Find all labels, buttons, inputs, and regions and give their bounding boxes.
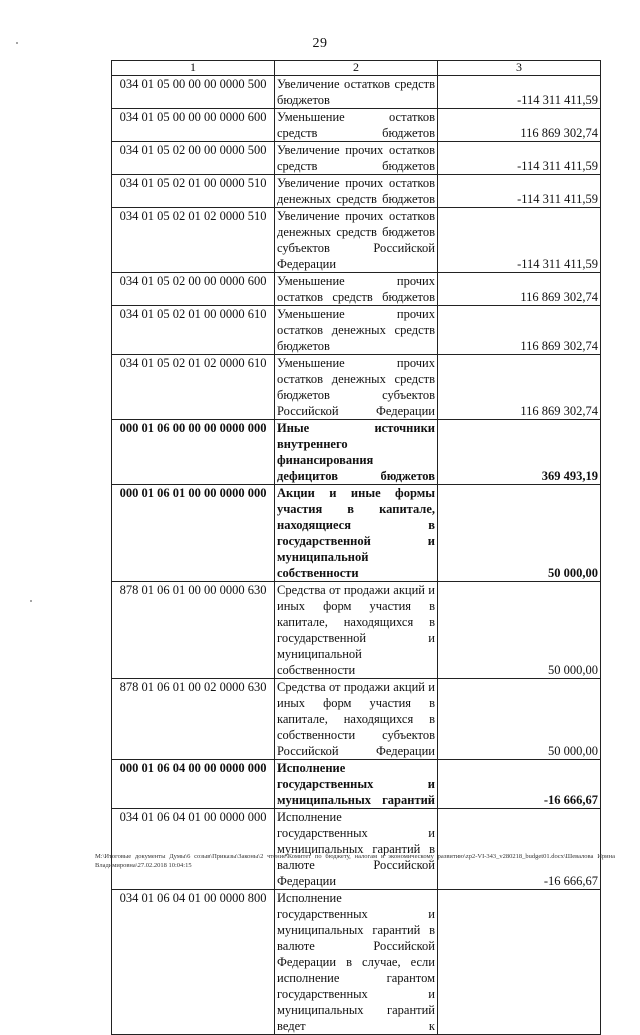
amount-cell: -114 311 411,59 xyxy=(438,76,601,109)
table-row xyxy=(112,420,601,485)
amount-cell: 50 000,00 xyxy=(438,485,601,582)
scan-speck xyxy=(16,42,18,44)
budget-code-cell: 034 01 05 02 00 00 0000 500 xyxy=(112,142,275,175)
table-row xyxy=(112,306,601,355)
amount-cell: 116 869 302,74 xyxy=(438,306,601,355)
table-row xyxy=(112,109,601,142)
amount-cell: -114 311 411,59 xyxy=(438,175,601,208)
table-row xyxy=(112,679,601,760)
source-name-cell: Исполнение государственных и муниципальных гарантий в валюте Российской Федерации xyxy=(275,809,438,890)
page-number: 29 xyxy=(312,36,328,51)
amount-cell: -114 311 411,59 xyxy=(438,142,601,175)
budget-code-cell: 034 01 05 02 00 00 0000 600 xyxy=(112,273,275,306)
amount-cell: -16 666,67 xyxy=(438,809,601,890)
budget-code-cell: 034 01 06 04 01 00 0000 000 xyxy=(112,809,275,890)
source-name-cell: Акции и иные формы участия в капитале, находящиеся в государственной и муниципальной собственности xyxy=(275,485,438,582)
table-row xyxy=(112,890,601,1035)
budget-code-cell: 034 01 05 00 00 00 0000 500 xyxy=(112,76,275,109)
table-row xyxy=(112,760,601,809)
table-row xyxy=(112,175,601,208)
table-row xyxy=(112,208,601,273)
source-name-cell: Уменьшение остатков средств бюджетов xyxy=(275,109,438,142)
amount-cell: 369 493,19 xyxy=(438,420,601,485)
table-row xyxy=(112,355,601,420)
table-row xyxy=(112,76,601,109)
budget-code-cell: 000 01 06 04 00 00 0000 000 xyxy=(112,760,275,809)
budget-code-cell: 034 01 05 02 01 02 0000 610 xyxy=(112,355,275,420)
amount-cell: 116 869 302,74 xyxy=(438,355,601,420)
budget-code-cell: 878 01 06 01 00 00 0000 630 xyxy=(112,582,275,679)
amount-cell xyxy=(438,890,601,1035)
source-name-cell: Исполнение государственных и муниципальных гарантий xyxy=(275,760,438,809)
budget-code-cell: 878 01 06 01 00 02 0000 630 xyxy=(112,679,275,760)
source-name-cell: Уменьшение прочих остатков средств бюджетов xyxy=(275,273,438,306)
amount-cell: 50 000,00 xyxy=(438,582,601,679)
amount-cell: 116 869 302,74 xyxy=(438,109,601,142)
table-header-row xyxy=(112,61,601,76)
source-name-cell: Средства от продажи акций и иных форм участия в капитале, находящихся в собственности субъектов Российской Федерации xyxy=(275,679,438,760)
source-name-cell: Средства от продажи акций и иных форм участия в капитале, находящихся в государственной и муниципальной собственности xyxy=(275,582,438,679)
column-header-3: 3 xyxy=(438,61,601,76)
source-name-cell: Иные источники внутреннего финансирования дефицитов бюджетов xyxy=(275,420,438,485)
source-name-cell: Увеличение остатков средств бюджетов xyxy=(275,76,438,109)
table-row xyxy=(112,485,601,582)
source-name-cell: Увеличение прочих остатков денежных средств бюджетов субъектов Российской Федерации xyxy=(275,208,438,273)
table-row xyxy=(112,142,601,175)
amount-cell: -114 311 411,59 xyxy=(438,208,601,273)
budget-code-cell: 000 01 06 00 00 00 0000 000 xyxy=(112,420,275,485)
document-footer-path: M:\Итоговые документы Думы\6 созыв\Приказы\Законы\2 чтение\Комитет по бюджету, налогам и экономическому развитию\zp2-VI-343_v280218_budget01.docx\Шевалова Ирина Владимировна\27.02.2018 10:04:15 xyxy=(95,853,615,869)
table-row xyxy=(112,273,601,306)
budget-code-cell: 034 01 05 02 01 00 0000 510 xyxy=(112,175,275,208)
table-row xyxy=(112,582,601,679)
source-name-cell: Увеличение прочих остатков денежных средств бюджетов xyxy=(275,175,438,208)
budget-code-cell: 034 01 06 04 01 00 0000 800 xyxy=(112,890,275,1035)
source-name-cell: Уменьшение прочих остатков денежных средств бюджетов субъектов Российской Федерации xyxy=(275,355,438,420)
budget-sources-table xyxy=(111,60,601,1035)
scan-speck xyxy=(30,600,32,602)
source-name-cell: Увеличение прочих остатков средств бюджетов xyxy=(275,142,438,175)
budget-code-cell: 034 01 05 02 01 02 0000 510 xyxy=(112,208,275,273)
source-name-cell: Исполнение государственных и муниципальных гарантий в валюте Российской Федерации в случае, если исполнение гарантом государственных и муниципальных гарантий ведет к xyxy=(275,890,438,1035)
amount-cell: 50 000,00 xyxy=(438,679,601,760)
budget-code-cell: 034 01 05 00 00 00 0000 600 xyxy=(112,109,275,142)
amount-cell: -16 666,67 xyxy=(438,760,601,809)
budget-code-cell: 000 01 06 01 00 00 0000 000 xyxy=(112,485,275,582)
column-header-1: 1 xyxy=(112,61,275,76)
source-name-cell: Уменьшение прочих остатков денежных средств бюджетов xyxy=(275,306,438,355)
column-header-2: 2 xyxy=(275,61,438,76)
amount-cell: 116 869 302,74 xyxy=(438,273,601,306)
budget-code-cell: 034 01 05 02 01 00 0000 610 xyxy=(112,306,275,355)
table-row xyxy=(112,809,601,890)
